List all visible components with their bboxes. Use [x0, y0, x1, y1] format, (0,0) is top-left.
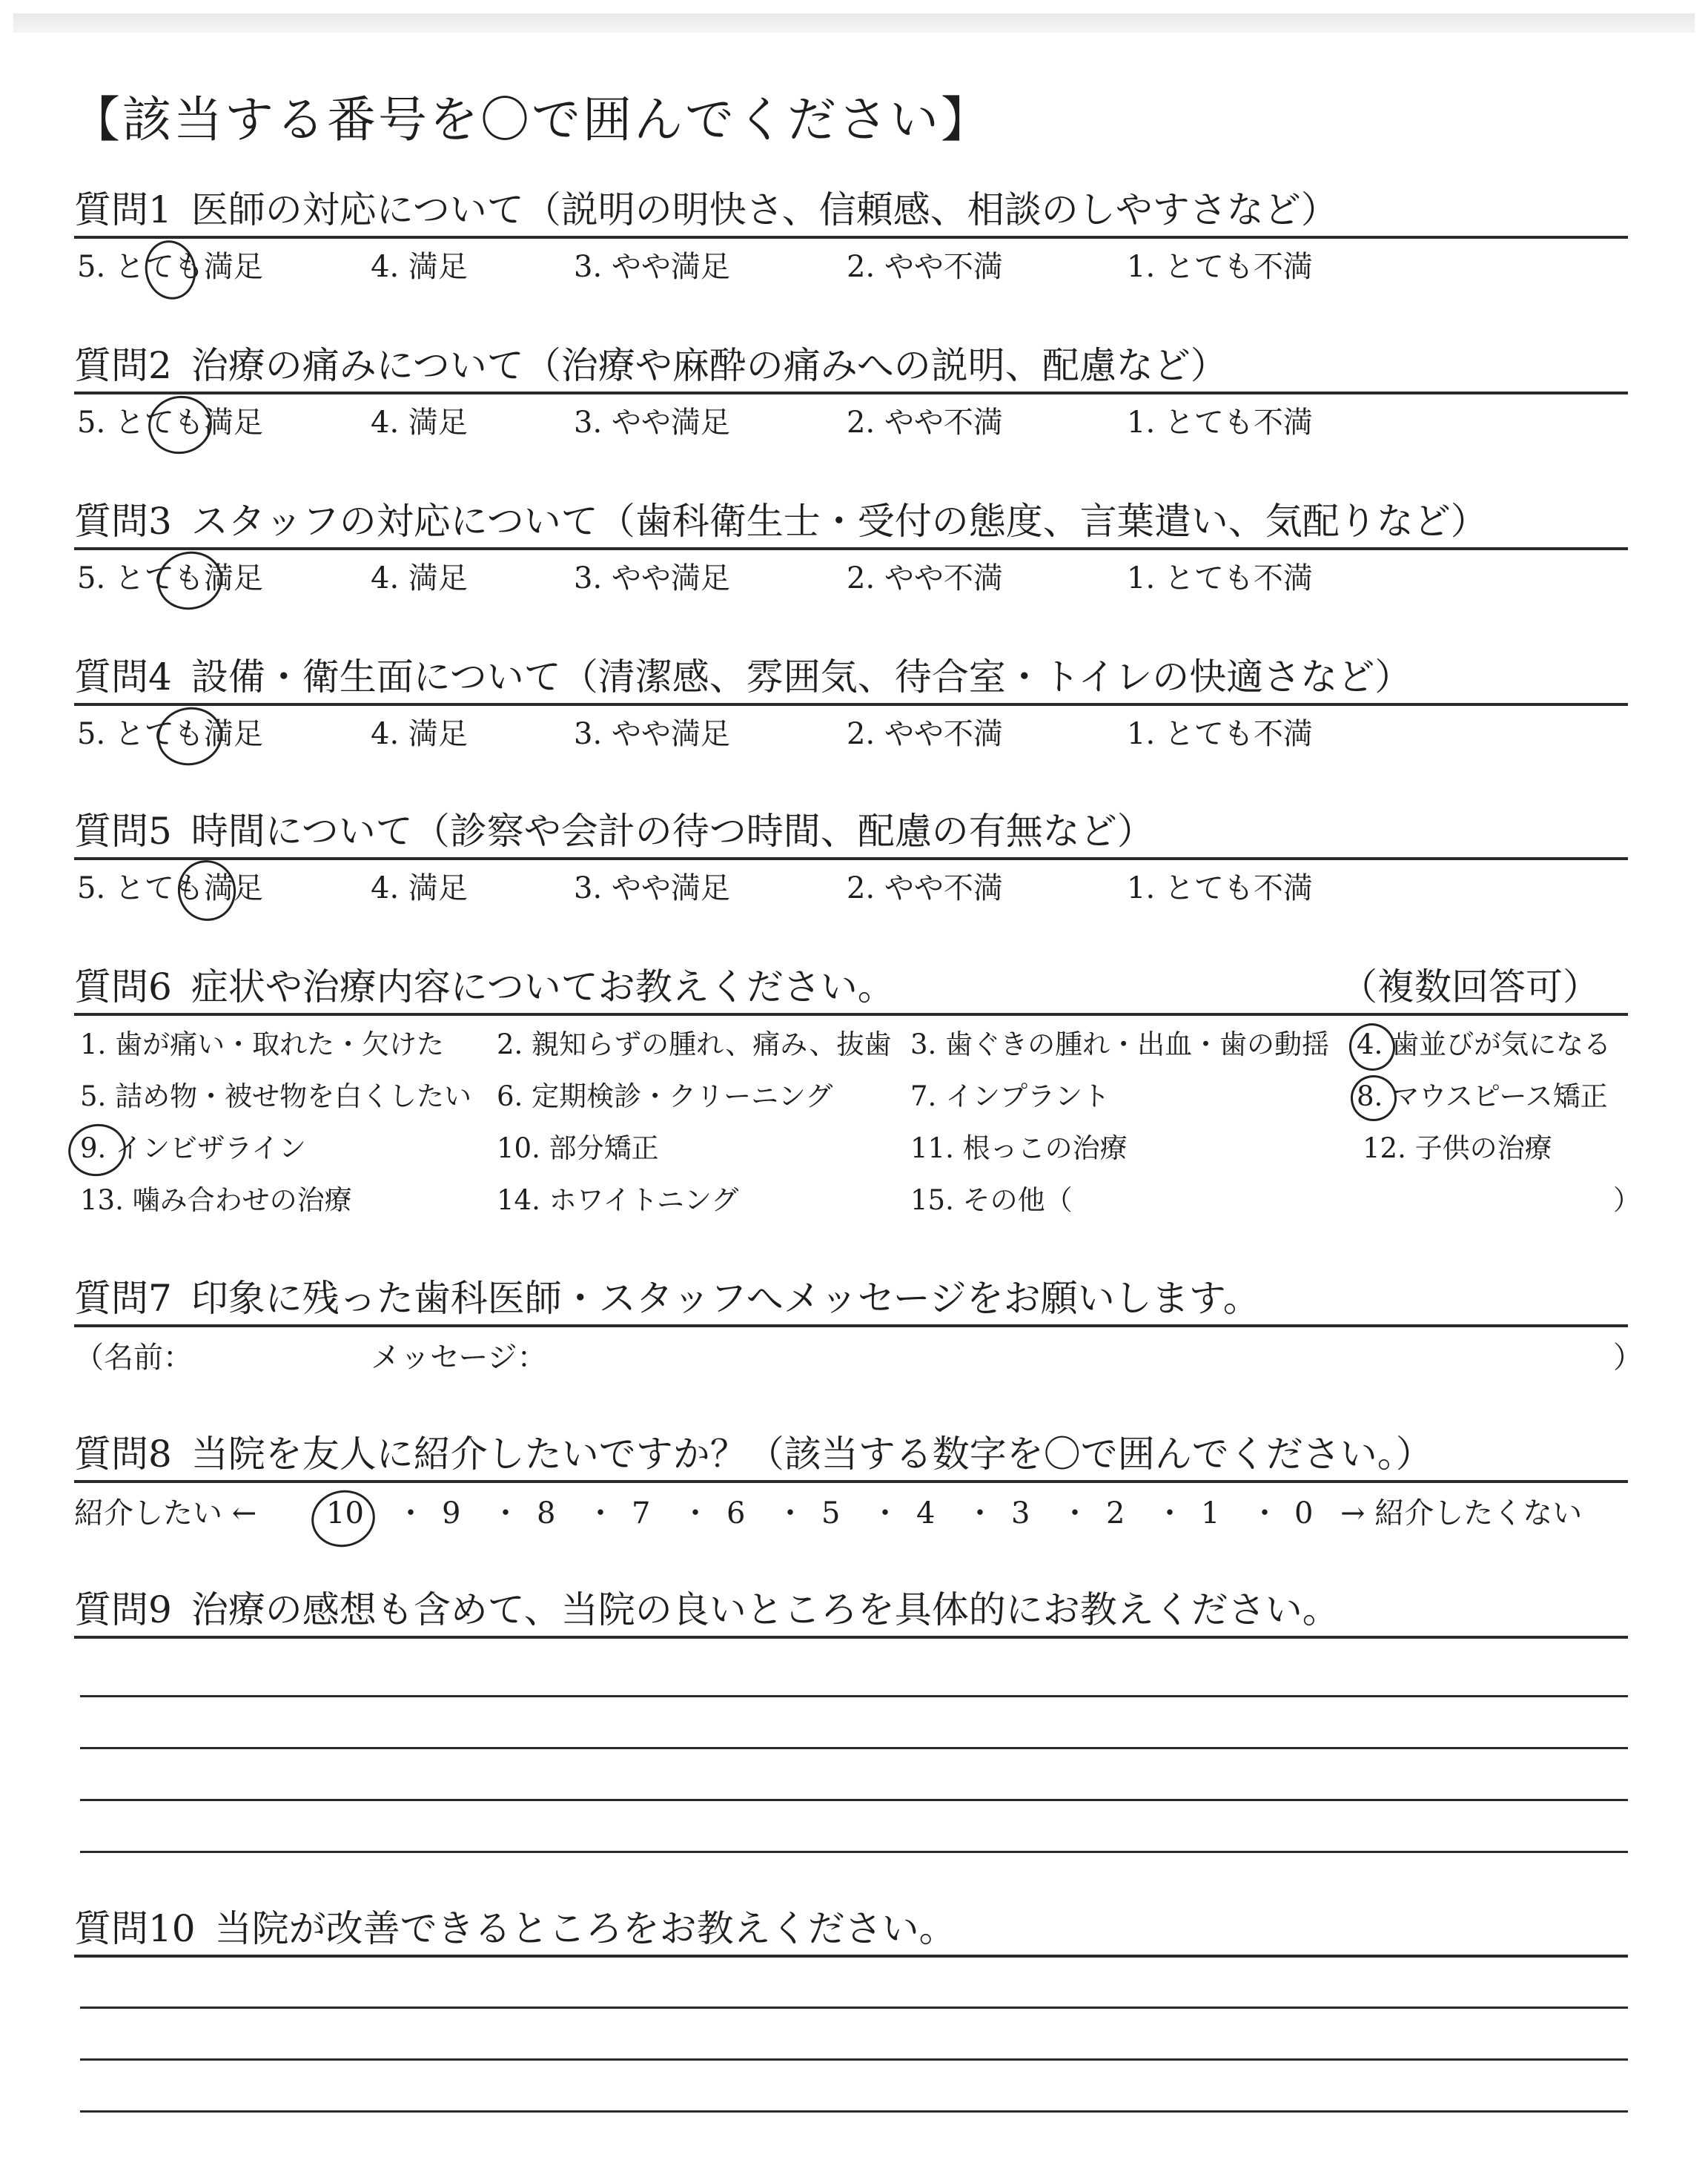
- question-5-text: 時間について（診察や会計の待つ時間、配慮の有無など）: [191, 810, 1154, 853]
- scan-top-edge: [13, 13, 1695, 33]
- q8-left-label: 紹介したい ←: [74, 1496, 257, 1530]
- q6-options-row-1: [0, 1019, 1708, 1071]
- question-4-number: 質問4: [74, 655, 172, 698]
- q6-option-10[interactable]: 10. 部分矯正: [497, 1132, 659, 1164]
- q2-option-very-satisfied[interactable]: 5. とても満足: [77, 406, 263, 440]
- q4-option-somewhat-satisfied[interactable]: 3. やや満足: [574, 717, 730, 751]
- q6-option-5[interactable]: 5. 詰め物・被せ物を白くしたい: [80, 1080, 472, 1112]
- q1-option-satisfied[interactable]: 4. 満足: [371, 250, 468, 284]
- form-title: 【該当する番号を〇で囲んでください】: [71, 91, 992, 148]
- q10-answer-line[interactable]: [80, 2110, 1628, 2113]
- q9-answer-line[interactable]: [80, 1851, 1628, 1853]
- q6-option-15-other[interactable]: 15. その他（: [910, 1184, 1073, 1216]
- q8-dot: ・: [870, 1496, 900, 1530]
- q8-scale-3[interactable]: 3: [1011, 1496, 1030, 1530]
- q4-option-very-satisfied[interactable]: 5. とても満足: [77, 717, 263, 751]
- question-9-number: 質問9: [74, 1588, 172, 1631]
- q2-option-somewhat-dissatisfied[interactable]: 2. やや不満: [847, 406, 1003, 440]
- q8-scale-6[interactable]: 6: [726, 1496, 746, 1530]
- q8-scale-8[interactable]: 8: [537, 1496, 556, 1530]
- question-2-heading: [74, 340, 1628, 394]
- q7-close-paren: ）: [1613, 1341, 1643, 1375]
- question-1-number: 質問1: [74, 188, 172, 231]
- q8-right-label: → 紹介したくない: [1340, 1496, 1583, 1530]
- q6-option-8[interactable]: 8. マウスピース矯正: [1357, 1080, 1608, 1112]
- q9-answer-line[interactable]: [80, 1799, 1628, 1801]
- question-6-heading: [74, 961, 1628, 1016]
- question-1-options: [0, 243, 1708, 291]
- question-8-number: 質問8: [74, 1433, 172, 1476]
- q4-option-satisfied[interactable]: 4. 満足: [371, 717, 468, 751]
- question-7-text: 印象に残った歯科医師・スタッフへメッセージをお願いします。: [191, 1277, 1260, 1320]
- q8-scale-5[interactable]: 5: [821, 1496, 841, 1530]
- question-3-heading: [74, 495, 1628, 550]
- question-3-options: [0, 555, 1708, 602]
- question-2-options: [0, 399, 1708, 446]
- question-9-heading: [74, 1584, 1628, 1639]
- q6-option-12[interactable]: 12. 子供の治療: [1363, 1132, 1552, 1164]
- q6-option-1[interactable]: 1. 歯が痛い・取れた・欠けた: [80, 1028, 445, 1060]
- question-5-number: 質問5: [74, 810, 172, 853]
- question-2-number: 質問2: [74, 344, 172, 387]
- q4-option-very-dissatisfied[interactable]: 1. とても不満: [1127, 717, 1313, 751]
- q8-scale-1[interactable]: 1: [1201, 1496, 1220, 1530]
- question-3-text: スタッフの対応について（歯科衛生士・受付の態度、言葉遣い、気配りなど）: [191, 500, 1488, 543]
- q6-option-14[interactable]: 14. ホワイトニング: [497, 1184, 739, 1216]
- question-10-heading: [74, 1903, 1628, 1958]
- q8-dot: ・: [965, 1496, 995, 1530]
- q6-other-close-paren: ）: [1613, 1184, 1641, 1216]
- question-1-text: 医師の対応について（説明の明快さ、信頼感、相談のしやすさなど）: [191, 188, 1338, 231]
- q6-options-row-3: [0, 1123, 1708, 1175]
- question-7-number: 質問7: [74, 1277, 172, 1320]
- question-4-text: 設備・衛生面について（清潔感、雰囲気、待合室・トイレの快適さなど）: [191, 655, 1412, 698]
- q5-option-very-dissatisfied[interactable]: 1. とても不満: [1127, 871, 1313, 905]
- question-8-text: 当院を友人に紹介したいですか？（該当する数字を〇で囲んでください。）: [191, 1433, 1433, 1476]
- question-2-text: 治療の痛みについて（治療や麻酔の痛みへの説明、配慮など）: [191, 344, 1228, 387]
- q1-option-somewhat-dissatisfied[interactable]: 2. やや不満: [847, 250, 1003, 284]
- question-4-heading: [74, 651, 1628, 706]
- q6-option-9[interactable]: 9. インビザライン: [80, 1132, 306, 1164]
- q5-option-very-satisfied[interactable]: 5. とても満足: [77, 871, 263, 905]
- q8-dot: ・: [775, 1496, 805, 1530]
- q8-scale-4[interactable]: 4: [916, 1496, 936, 1530]
- q8-dot: ・: [1060, 1496, 1090, 1530]
- question-10-text: 当院が改善できるところをお教えください。: [214, 1907, 956, 1950]
- q2-option-somewhat-satisfied[interactable]: 3. やや満足: [574, 406, 730, 440]
- q7-name-label: （名前：: [74, 1341, 193, 1375]
- q6-option-7[interactable]: 7. インプラント: [910, 1080, 1110, 1112]
- q6-option-13[interactable]: 13. 噛み合わせの治療: [80, 1184, 352, 1216]
- question-7-heading: [74, 1272, 1628, 1327]
- q3-option-somewhat-satisfied[interactable]: 3. やや満足: [574, 561, 730, 595]
- q8-scale-2[interactable]: 2: [1106, 1496, 1125, 1530]
- q7-message-row: [74, 1332, 1643, 1384]
- question-5-heading: [74, 805, 1628, 860]
- q6-options-row-2: [0, 1071, 1708, 1123]
- q8-scale-10[interactable]: 10: [326, 1496, 364, 1530]
- q3-option-very-dissatisfied[interactable]: 1. とても不満: [1127, 561, 1313, 595]
- question-5-options: [0, 865, 1708, 912]
- question-8-heading: [74, 1428, 1628, 1483]
- q9-answer-line[interactable]: [80, 1747, 1628, 1749]
- question-10-number: 質問10: [74, 1907, 196, 1950]
- question-9-text: 治療の感想も含めて、当院の良いところを具体的にお教えください。: [191, 1588, 1340, 1631]
- question-6-multiple-answers-note: （複数回答可）: [1340, 965, 1600, 1008]
- q6-options-row-4: [0, 1175, 1708, 1226]
- question-6-text: 症状や治療内容についてお教えください。: [191, 965, 895, 1008]
- q10-answer-line[interactable]: [80, 2007, 1628, 2009]
- q5-option-satisfied[interactable]: 4. 満足: [371, 871, 468, 905]
- q8-scale-9[interactable]: 9: [442, 1496, 461, 1530]
- q6-option-4[interactable]: 4. 歯並びが気になる: [1357, 1028, 1612, 1060]
- q8-dot: ・: [396, 1496, 426, 1530]
- q8-dot: ・: [586, 1496, 615, 1530]
- q2-option-satisfied[interactable]: 4. 満足: [371, 406, 468, 440]
- q8-dot: ・: [681, 1496, 710, 1530]
- q1-option-very-satisfied[interactable]: 5. とても満足: [77, 250, 263, 284]
- q10-answer-line[interactable]: [80, 2058, 1628, 2061]
- q6-option-11[interactable]: 11. 根っこの治療: [910, 1132, 1128, 1164]
- q6-option-6[interactable]: 6. 定期検診・クリーニング: [497, 1080, 833, 1112]
- q2-option-very-dissatisfied[interactable]: 1. とても不満: [1127, 406, 1313, 440]
- q8-dot: ・: [1250, 1496, 1280, 1530]
- q8-scale-7[interactable]: 7: [632, 1496, 651, 1530]
- question-6-number: 質問6: [74, 965, 172, 1008]
- q8-dot: ・: [1155, 1496, 1185, 1530]
- q7-message-label: メッセージ：: [371, 1341, 547, 1375]
- q3-option-very-satisfied[interactable]: 5. とても満足: [77, 561, 263, 595]
- q3-option-somewhat-dissatisfied[interactable]: 2. やや不満: [847, 561, 1003, 595]
- q8-selection-circle: [306, 1484, 380, 1553]
- q1-option-very-dissatisfied[interactable]: 1. とても不満: [1127, 250, 1313, 284]
- question-3-number: 質問3: [74, 500, 172, 543]
- q8-recommend-scale: [74, 1487, 1628, 1539]
- q8-dot: ・: [491, 1496, 520, 1530]
- q3-option-satisfied[interactable]: 4. 満足: [371, 561, 468, 595]
- q4-option-somewhat-dissatisfied[interactable]: 2. やや不満: [847, 717, 1003, 751]
- q8-scale-0[interactable]: 0: [1294, 1496, 1314, 1530]
- q6-option-3[interactable]: 3. 歯ぐきの腫れ・出血・歯の動揺: [910, 1028, 1330, 1060]
- q9-answer-line[interactable]: [80, 1695, 1628, 1697]
- q5-option-somewhat-satisfied[interactable]: 3. やや満足: [574, 871, 730, 905]
- q1-option-somewhat-satisfied[interactable]: 3. やや満足: [574, 250, 730, 284]
- question-4-options: [0, 710, 1708, 758]
- question-1-heading: [74, 184, 1628, 239]
- q6-option-2[interactable]: 2. 親知らずの腫れ、痛み、抜歯: [497, 1028, 892, 1060]
- q5-option-somewhat-dissatisfied[interactable]: 2. やや不満: [847, 871, 1003, 905]
